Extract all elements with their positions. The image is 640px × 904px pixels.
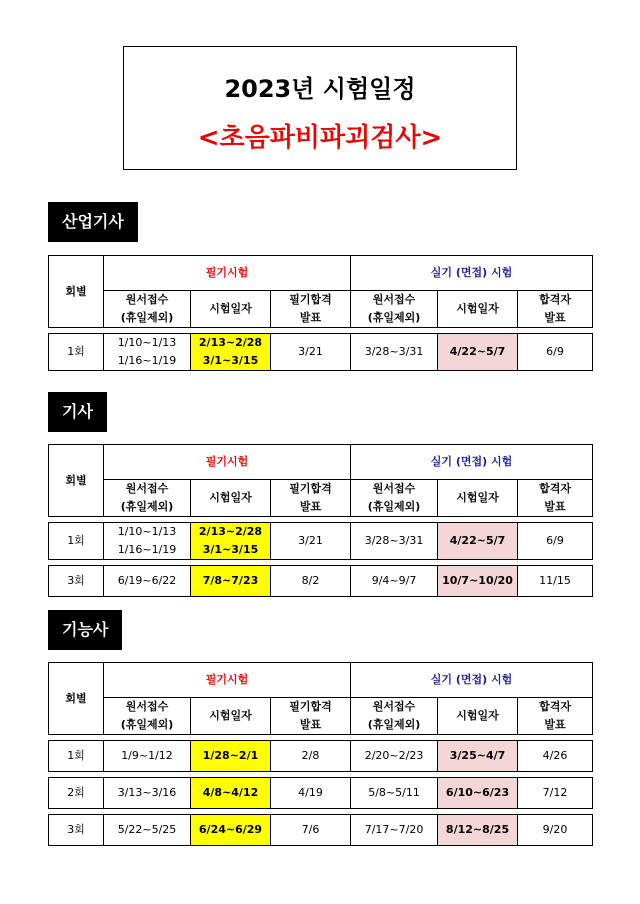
final-result-cell: 6/9 — [518, 334, 593, 371]
written-exam-date-cell — [191, 334, 271, 371]
written-exam-header: 필기시험 — [104, 445, 351, 480]
written-result-cell: 3/21 — [271, 334, 351, 371]
practical-apply-header-line: 원서접수 — [372, 293, 416, 306]
written-exam-date-line: 4/8~4/12 — [202, 786, 259, 799]
practical-apply-header-line: 원서접수 — [372, 700, 416, 713]
practical-apply-cell: 2/20~2/23 — [351, 741, 438, 772]
written-result-cell: 8/2 — [271, 566, 351, 597]
written-apply-header-line: (휴일제외) — [120, 500, 174, 513]
final-result-cell: 4/26 — [518, 741, 593, 772]
title-box — [123, 46, 517, 170]
final-result-header — [518, 291, 593, 328]
written-exam-header: 필기시험 — [104, 663, 351, 698]
practical-apply-cell: 7/17~7/20 — [351, 815, 438, 846]
written-apply-cell — [104, 566, 191, 597]
practical-apply-header — [351, 480, 438, 517]
written-apply-header — [104, 291, 191, 328]
written-exam-date-header: 시험일자 — [191, 291, 271, 328]
written-result-header-line: 필기합격 — [289, 700, 332, 713]
final-result-header-line: 발표 — [544, 311, 566, 324]
written-result-cell: 4/19 — [271, 778, 351, 809]
final-result-header-line: 합격자 — [539, 293, 571, 306]
practical-exam-date-cell: 6/10~6/23 — [438, 778, 518, 809]
written-exam-date-cell — [191, 523, 271, 560]
round-cell: 1회 — [49, 741, 104, 772]
practical-apply-cell: 9/4~9/7 — [351, 566, 438, 597]
written-exam-date-line: 6/24~6/29 — [198, 823, 263, 836]
written-apply-header-line: 원서접수 — [125, 482, 169, 495]
round-cell: 2회 — [49, 778, 104, 809]
final-result-header — [518, 480, 593, 517]
round-cell: 3회 — [49, 815, 104, 846]
written-apply-cell — [104, 741, 191, 772]
table-row — [49, 815, 593, 846]
page-subtitle: <초음파비파괴검사> — [197, 123, 443, 153]
schedule-table-industrial-engineer — [48, 255, 593, 371]
section-label-industrial-engineer: 산업기사 — [48, 202, 138, 242]
practical-exam-date-header: 시험일자 — [438, 698, 518, 735]
written-apply-header-line: 원서접수 — [125, 293, 169, 306]
final-result-header-line: 합격자 — [539, 482, 571, 495]
written-result-cell: 7/6 — [271, 815, 351, 846]
written-result-header-line: 발표 — [299, 718, 322, 731]
written-apply-line: 6/19~6/22 — [117, 574, 177, 587]
practical-apply-header-line: (휴일제외) — [367, 311, 421, 324]
practical-exam-date-header: 시험일자 — [438, 291, 518, 328]
final-result-cell: 11/15 — [518, 566, 593, 597]
written-apply-line: 1/9~1/12 — [121, 749, 173, 762]
written-result-cell: 2/8 — [271, 741, 351, 772]
written-apply-header — [104, 480, 191, 517]
written-apply-cell — [104, 815, 191, 846]
practical-exam-date-cell: 3/25~4/7 — [438, 741, 518, 772]
written-apply-header-line: 원서접수 — [125, 700, 169, 713]
section-label-craftsman: 기능사 — [48, 610, 122, 650]
written-exam-date-line: 3/1~3/15 — [202, 543, 259, 556]
practical-apply-header-line: (휴일제외) — [367, 500, 421, 513]
table-row — [49, 523, 593, 560]
practical-exam-header: 실기 (면접) 시험 — [351, 663, 593, 698]
final-result-cell: 6/9 — [518, 523, 593, 560]
practical-exam-date-header: 시험일자 — [438, 480, 518, 517]
written-exam-date-header: 시험일자 — [191, 698, 271, 735]
written-exam-date-line: 2/13~2/28 — [198, 336, 263, 349]
written-result-header — [271, 291, 351, 328]
final-result-header — [518, 698, 593, 735]
final-result-header-line: 합격자 — [539, 700, 571, 713]
written-apply-cell — [104, 778, 191, 809]
table-row — [49, 566, 593, 597]
table-row — [49, 741, 593, 772]
written-result-header — [271, 698, 351, 735]
practical-exam-header: 실기 (면접) 시험 — [351, 256, 593, 291]
written-exam-date-line: 1/28~2/1 — [202, 749, 259, 762]
table-row — [49, 778, 593, 809]
written-apply-cell — [104, 523, 191, 560]
practical-exam-date-cell: 4/22~5/7 — [438, 523, 518, 560]
practical-apply-header — [351, 698, 438, 735]
practical-apply-header — [351, 291, 438, 328]
written-result-header — [271, 480, 351, 517]
practical-exam-date-cell: 8/12~8/25 — [438, 815, 518, 846]
final-result-cell: 9/20 — [518, 815, 593, 846]
page-title: 2023년 시험일정 — [224, 75, 416, 103]
practical-apply-cell: 3/28~3/31 — [351, 523, 438, 560]
written-exam-date-cell — [191, 778, 271, 809]
written-apply-header-line: (휴일제외) — [120, 311, 174, 324]
round-header: 회별 — [49, 445, 104, 517]
round-cell: 1회 — [49, 523, 104, 560]
round-cell: 1회 — [49, 334, 104, 371]
round-cell: 3회 — [49, 566, 104, 597]
written-apply-line: 1/10~1/13 — [117, 336, 177, 349]
table-row — [49, 334, 593, 371]
written-apply-line: 1/10~1/13 — [117, 525, 177, 538]
written-apply-line: 1/16~1/19 — [117, 354, 177, 367]
written-result-header-line: 필기합격 — [289, 482, 332, 495]
practical-apply-cell: 3/28~3/31 — [351, 334, 438, 371]
written-exam-date-line: 7/8~7/23 — [202, 574, 259, 587]
practical-exam-date-cell: 10/7~10/20 — [438, 566, 518, 597]
final-result-cell: 7/12 — [518, 778, 593, 809]
written-result-header-line: 발표 — [299, 311, 322, 324]
written-exam-date-header: 시험일자 — [191, 480, 271, 517]
practical-apply-header-line: (휴일제외) — [367, 718, 421, 731]
schedule-table-craftsman — [48, 662, 593, 846]
written-apply-line: 3/13~3/16 — [117, 786, 177, 799]
written-result-header-line: 발표 — [299, 500, 322, 513]
practical-apply-header-line: 원서접수 — [372, 482, 416, 495]
section-label-engineer: 기사 — [48, 392, 107, 432]
written-exam-date-line: 3/1~3/15 — [202, 354, 259, 367]
written-exam-date-cell — [191, 815, 271, 846]
round-header: 회별 — [49, 256, 104, 328]
written-exam-date-line: 2/13~2/28 — [198, 525, 263, 538]
schedule-table-engineer — [48, 444, 593, 597]
written-apply-line: 1/16~1/19 — [117, 543, 177, 556]
final-result-header-line: 발표 — [544, 718, 566, 731]
round-header: 회별 — [49, 663, 104, 735]
written-apply-header — [104, 698, 191, 735]
written-apply-header-line: (휴일제외) — [120, 718, 174, 731]
written-apply-cell — [104, 334, 191, 371]
practical-apply-cell: 5/8~5/11 — [351, 778, 438, 809]
written-result-cell: 3/21 — [271, 523, 351, 560]
written-exam-date-cell — [191, 741, 271, 772]
written-exam-header: 필기시험 — [104, 256, 351, 291]
practical-exam-header: 실기 (면접) 시험 — [351, 445, 593, 480]
written-result-header-line: 필기합격 — [289, 293, 332, 306]
written-apply-line: 5/22~5/25 — [117, 823, 177, 836]
written-exam-date-cell — [191, 566, 271, 597]
final-result-header-line: 발표 — [544, 500, 566, 513]
practical-exam-date-cell: 4/22~5/7 — [438, 334, 518, 371]
